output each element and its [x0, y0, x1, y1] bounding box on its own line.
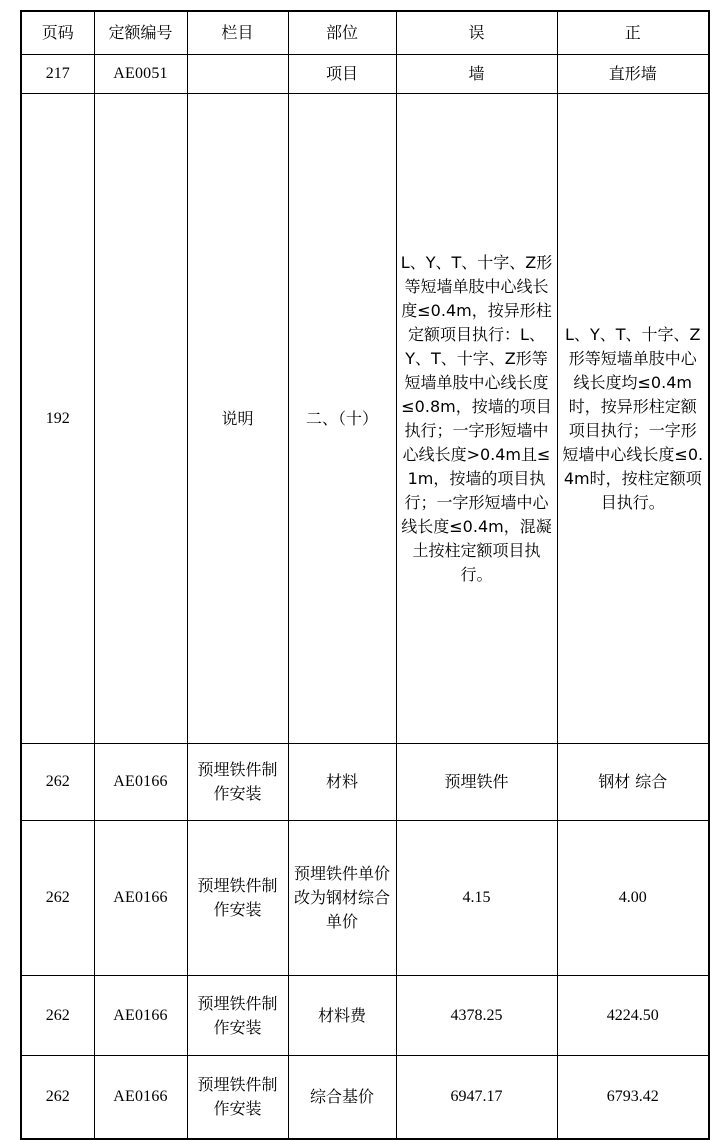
cell-part: 材料费 [288, 976, 396, 1056]
table-row [21, 976, 709, 1056]
cell-wrong: 4.15 [396, 821, 557, 976]
column-header-code: 定额编号 [94, 11, 187, 55]
cell-code: AE0051 [94, 55, 187, 94]
column-header-right: 正 [557, 11, 709, 55]
cell-section: 预埋铁件制作安装 [187, 821, 288, 976]
cell-page: 262 [21, 976, 94, 1056]
cell-part: 材料 [288, 744, 396, 821]
cell-right: 4224.50 [557, 976, 709, 1056]
cell-part: 综合基价 [288, 1056, 396, 1140]
cell-wrong: 预埋铁件 [396, 744, 557, 821]
cell-wrong: 6947.17 [396, 1056, 557, 1140]
cell-code: AE0166 [94, 976, 187, 1056]
table-row [21, 55, 709, 94]
cell-section [187, 55, 288, 94]
cell-page: 192 [21, 94, 94, 744]
table-row [21, 94, 709, 744]
table-row [21, 821, 709, 976]
cell-section: 预埋铁件制作安装 [187, 1056, 288, 1140]
cell-right: 6793.42 [557, 1056, 709, 1140]
cell-page: 262 [21, 744, 94, 821]
column-header-part: 部位 [288, 11, 396, 55]
table-row [21, 1056, 709, 1140]
errata-table [20, 10, 710, 1140]
cell-code [94, 94, 187, 744]
cell-page: 262 [21, 821, 94, 976]
cell-code: AE0166 [94, 821, 187, 976]
cell-page: 262 [21, 1056, 94, 1140]
cell-right: 直形墙 [557, 55, 709, 94]
column-header-page: 页码 [21, 11, 94, 55]
cell-section: 预埋铁件制作安装 [187, 744, 288, 821]
column-header-wrong: 误 [396, 11, 557, 55]
cell-wrong: L、Y、T、十字、Z形等短墙单肢中心线长度≤0.4m，按异形柱定额项目执行：L、Y、T、十字、Z形等短墙单肢中心线长度≤0.8m，按墙的项目执行；一字形短墙中心线长度>0.4m且≤1m，按墙的项目执行；一字形短墙中心线长度≤0.4m，混凝土按柱定额项目执行。 [396, 94, 557, 744]
cell-part: 预埋铁件单价改为钢材综合单价 [288, 821, 396, 976]
cell-right: 钢材 综合 [557, 744, 709, 821]
table-row [21, 744, 709, 821]
cell-code: AE0166 [94, 744, 187, 821]
cell-part: 二、（十） [288, 94, 396, 744]
cell-part: 项目 [288, 55, 396, 94]
column-header-section: 栏目 [187, 11, 288, 55]
cell-right: L、Y、T、十字、Z形等短墙单肢中心线长度均≤0.4m时，按异形柱定额项目执行；一字形短墙中心线长度≤0.4m时，按柱定额项目执行。 [557, 94, 709, 744]
cell-page: 217 [21, 55, 94, 94]
cell-code: AE0166 [94, 1056, 187, 1140]
cell-section: 预埋铁件制作安装 [187, 976, 288, 1056]
cell-section: 说明 [187, 94, 288, 744]
cell-wrong: 墙 [396, 55, 557, 94]
cell-right: 4.00 [557, 821, 709, 976]
table-header-row [21, 11, 709, 55]
cell-wrong: 4378.25 [396, 976, 557, 1056]
